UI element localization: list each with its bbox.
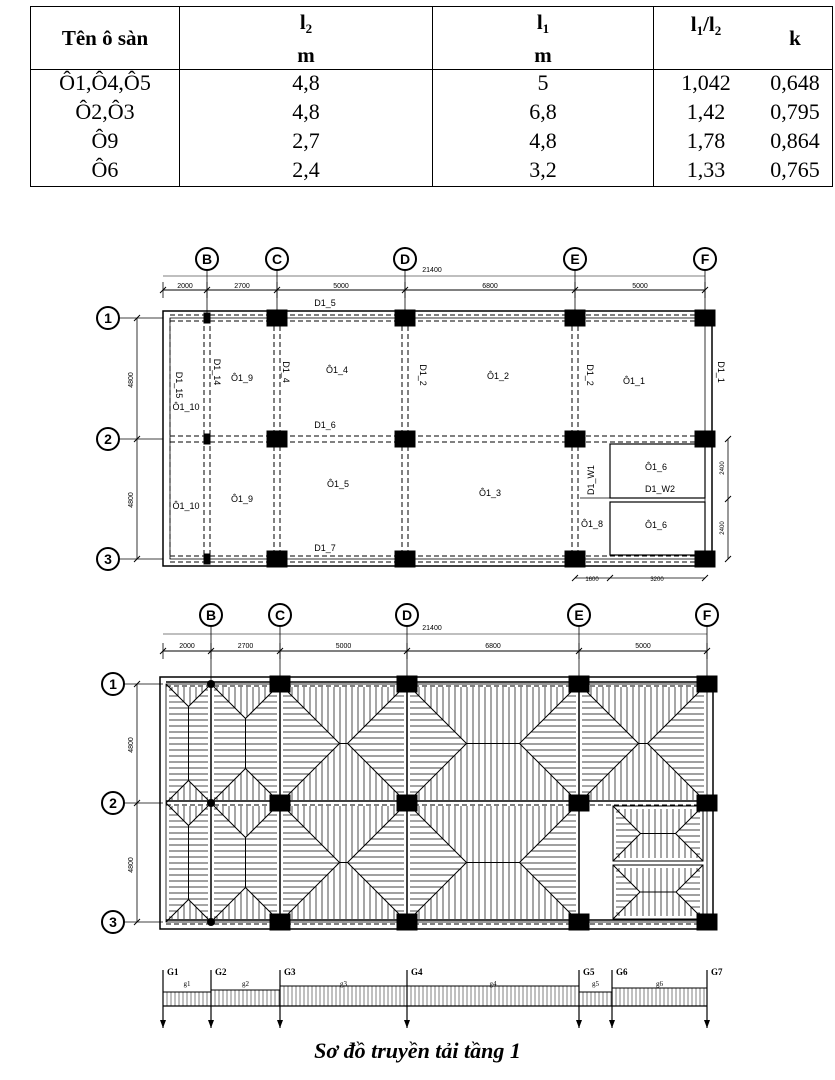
- cell-k: 0,795: [758, 99, 833, 128]
- point-load-arrowhead: [208, 1020, 214, 1028]
- beam-label: D1_6: [314, 420, 336, 430]
- point-load-arrowhead: [160, 1020, 166, 1028]
- distributed-load-label: g4: [489, 980, 497, 988]
- cell-l1: 6,8: [433, 99, 654, 128]
- column: [697, 676, 717, 692]
- slab-label: Ô1_6: [644, 520, 668, 530]
- span-dimension-label: 2700: [234, 283, 250, 290]
- cell-k: 0,864: [758, 128, 833, 157]
- distributed-load-block: [612, 988, 707, 1006]
- column: [565, 310, 585, 326]
- load-span-dimension-label: 2700: [237, 643, 254, 650]
- slab-label: Ô1_8: [580, 519, 604, 529]
- column: [395, 551, 415, 567]
- span-dimension-label: 5000: [333, 283, 349, 290]
- load-axis-b-label: B: [205, 607, 217, 623]
- beam-label: D1_4: [281, 361, 291, 383]
- distributed-load-block: [407, 986, 579, 1006]
- bottom-dimension-label: 3200: [650, 577, 664, 583]
- column: [697, 795, 717, 811]
- axis-d-label: D: [399, 251, 411, 267]
- cell-l2: 2,7: [180, 128, 433, 157]
- point-load-arrowhead: [704, 1020, 710, 1028]
- column: [565, 431, 585, 447]
- cell-name: Ô2,Ô3: [31, 99, 180, 128]
- slab-label: Ô1_9: [230, 494, 254, 504]
- cell-k: 0,648: [758, 70, 833, 100]
- load-row-dimension-label: 4800: [128, 737, 135, 753]
- column: [397, 676, 417, 692]
- slab-label: Ô1_9: [230, 373, 254, 383]
- beam-label: D1_2: [585, 364, 595, 386]
- point-load-arrowhead: [609, 1020, 615, 1028]
- cell-ratio: 1,42: [654, 99, 759, 128]
- overall-dimension-label: 21400: [422, 267, 442, 274]
- beam-label: D1_1: [716, 361, 726, 383]
- header-l2: $l_2$ m: [180, 7, 433, 70]
- bottom-dimension-label: 1600: [585, 577, 599, 583]
- beam-label: D1_W1: [586, 464, 596, 496]
- slab-label: Ô1_3: [478, 488, 502, 498]
- room-dimension-label: 2400: [720, 521, 726, 535]
- load-axis-3-label: 3: [109, 914, 117, 930]
- slab-label: Ô1_10: [172, 402, 200, 412]
- point-load-label: G7: [711, 967, 723, 977]
- header-ratio: $l_1/l_2$: [690, 12, 722, 38]
- column: [395, 431, 415, 447]
- distributed-load-block: [211, 990, 280, 1006]
- axis-1-label: 1: [104, 310, 112, 326]
- beam-label: D1_2: [418, 364, 428, 386]
- cell-l1: 3,2: [433, 157, 654, 187]
- load-panel: [613, 806, 703, 861]
- cell-ratio: 1,78: [654, 128, 759, 157]
- axis-e-label: E: [570, 251, 580, 267]
- header-l1: $l_1$ m: [433, 7, 654, 70]
- axis-f-label: F: [700, 251, 710, 267]
- small-column: [207, 799, 215, 807]
- point-load-label: G2: [215, 967, 227, 977]
- column: [397, 795, 417, 811]
- column: [270, 676, 290, 692]
- cell-k: 0,765: [758, 157, 833, 187]
- column: [569, 676, 589, 692]
- point-load-label: G1: [167, 967, 179, 977]
- axis-3-label: 3: [104, 551, 112, 567]
- small-column: [207, 918, 215, 926]
- beam-label: D1_W2: [644, 484, 676, 494]
- beam-label: D1_7: [314, 543, 336, 553]
- axis-b-label: B: [201, 251, 213, 267]
- beam-label: D1_15: [174, 371, 184, 399]
- header-slab-name: Tên ô sàn: [31, 7, 180, 70]
- inner-wall: [170, 318, 705, 559]
- column: [270, 795, 290, 811]
- column: [270, 914, 290, 930]
- load-panel: [407, 803, 579, 922]
- load-span-dimension-label: 6800: [485, 643, 501, 650]
- column: [397, 914, 417, 930]
- point-load-arrowhead: [277, 1020, 283, 1028]
- column: [697, 914, 717, 930]
- cell-l2: 2,4: [180, 157, 433, 187]
- row-dimension-label: 4800: [128, 372, 135, 388]
- point-load-label: G5: [583, 967, 595, 977]
- column: [267, 551, 287, 567]
- load-panel: [407, 684, 579, 803]
- slab-label: Ô1_1: [622, 376, 646, 386]
- cell-l2: 4,8: [180, 99, 433, 128]
- distributed-load-label: g2: [242, 980, 249, 988]
- column: [395, 310, 415, 326]
- load-span-dimension-label: 5000: [335, 643, 352, 650]
- header-k: k: [789, 26, 801, 50]
- load-axis-f-label: F: [702, 607, 712, 623]
- cell-name: Ô1,Ô4,Ô5: [31, 70, 180, 100]
- column: [267, 431, 287, 447]
- l2-subscript: 2: [305, 20, 313, 36]
- column: [695, 310, 715, 326]
- load-outer-wall: [160, 677, 713, 929]
- point-load-arrowhead: [576, 1020, 582, 1028]
- load-axis-2-label: 2: [109, 795, 117, 811]
- small-column: [204, 313, 210, 323]
- slab-label: Ô1_2: [486, 371, 510, 381]
- beam-label: D1_14: [212, 358, 222, 386]
- column: [267, 310, 287, 326]
- slab-label: Ô1_10: [172, 501, 200, 511]
- point-load-label: G6: [616, 967, 628, 977]
- slab-label: Ô1_5: [326, 479, 350, 489]
- beam-label: D1_5: [314, 298, 336, 308]
- point-load-label: G3: [284, 967, 296, 977]
- span-dimension-label: 6800: [482, 283, 498, 290]
- column: [569, 914, 589, 930]
- load-panel: [579, 684, 707, 803]
- load-axis-1-label: 1: [109, 676, 117, 692]
- load-axis-c-label: C: [274, 607, 286, 623]
- column: [565, 551, 585, 567]
- cell-name: Ô6: [31, 157, 180, 187]
- load-row-dimension-label: 4800: [128, 857, 135, 873]
- diagram-caption: Sơ đồ truyền tải tầng 1: [314, 1038, 521, 1063]
- load-panel: [613, 865, 703, 919]
- cell-l1: 5: [433, 70, 654, 100]
- cell-ratio: 1,042: [654, 70, 759, 100]
- column: [569, 795, 589, 811]
- cell-ratio: 1,33: [654, 157, 759, 187]
- span-dimension-label: 5000: [632, 283, 648, 290]
- slab-label: Ô1_6: [644, 462, 668, 472]
- cell-l2: 4,8: [180, 70, 433, 100]
- load-span-dimension-label: 5000: [635, 643, 651, 650]
- outer-wall: [163, 311, 712, 566]
- point-load-label: G4: [411, 967, 423, 977]
- distributed-load-label: g6: [656, 980, 663, 988]
- distributed-load-label: g3: [340, 980, 347, 988]
- slab-label: Ô1_4: [325, 365, 349, 375]
- axis-2-label: 2: [104, 431, 112, 447]
- load-axis-e-label: E: [574, 607, 584, 623]
- row-dimension-label: 4800: [128, 492, 135, 508]
- distributed-load-label: g1: [183, 980, 191, 988]
- l1-subscript: 1: [542, 20, 550, 36]
- point-load-arrowhead: [404, 1020, 410, 1028]
- span-dimension-label: 2000: [177, 283, 193, 290]
- room-dimension-label: 2400: [720, 461, 726, 475]
- load-overall-dimension-label: 21400: [422, 625, 442, 632]
- distributed-load-label: g5: [592, 980, 599, 988]
- cell-name: Ô9: [31, 128, 180, 157]
- small-column: [204, 434, 210, 444]
- small-column: [207, 680, 215, 688]
- load-axis-d-label: D: [401, 607, 413, 623]
- small-column: [204, 554, 210, 564]
- cell-l1: 4,8: [433, 128, 654, 157]
- load-span-dimension-label: 2000: [179, 643, 195, 650]
- axis-c-label: C: [271, 251, 283, 267]
